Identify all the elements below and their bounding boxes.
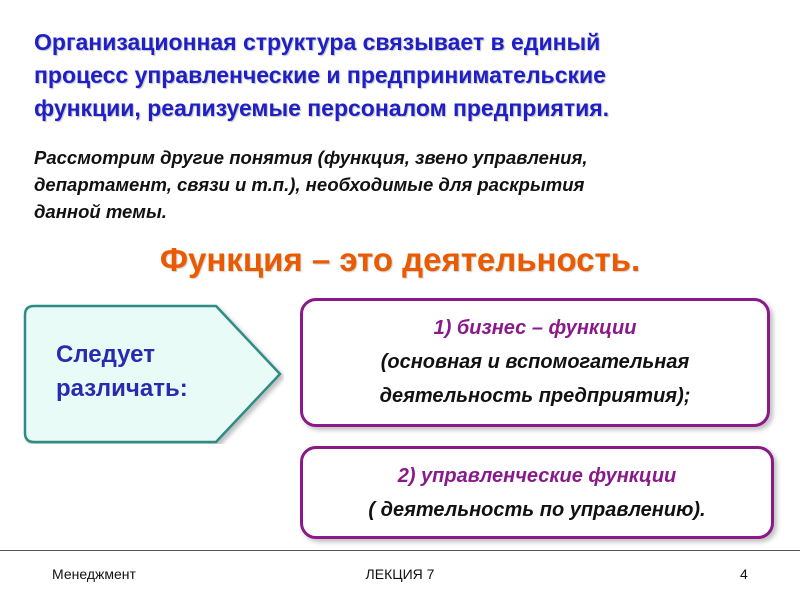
page-number: 4	[740, 566, 748, 582]
footer-lecture: ЛЕКЦИЯ 7	[365, 566, 435, 582]
heading-line: процесс управленческие и предпринимательские	[34, 62, 606, 88]
business-functions-title: 1) бизнес – функции	[433, 317, 637, 339]
heading-line: Организационная структура связывает в единый	[34, 29, 601, 55]
management-functions-box	[300, 446, 774, 539]
management-functions-desc: ( деятельность по управлению).	[368, 499, 706, 521]
slide-heading	[34, 26, 784, 125]
arrow-label-line: Следует	[56, 341, 155, 368]
definition-statement: Функция – это деятельность.	[159, 241, 641, 278]
business-functions-box	[300, 298, 770, 427]
arrow-label	[56, 338, 236, 406]
heading-line: функции, реализуемые персоналом предприятия.	[34, 95, 610, 121]
business-functions-desc: (основная и вспомогательная	[380, 351, 690, 373]
footer-divider	[0, 550, 800, 551]
business-functions-desc: деятельность предприятия);	[379, 385, 691, 407]
intro-line: данной темы.	[34, 201, 167, 222]
intro-text	[34, 144, 784, 225]
intro-line: Рассмотрим другие понятия (функция, звено управления,	[34, 147, 588, 168]
footer-course: Менеджмент	[52, 566, 136, 582]
arrow-label-line: различать:	[56, 375, 188, 402]
management-functions-title: 2) управленческие функции	[397, 465, 677, 487]
intro-line: департамент, связи и т.п.), необходимые для раскрытия	[34, 174, 585, 195]
